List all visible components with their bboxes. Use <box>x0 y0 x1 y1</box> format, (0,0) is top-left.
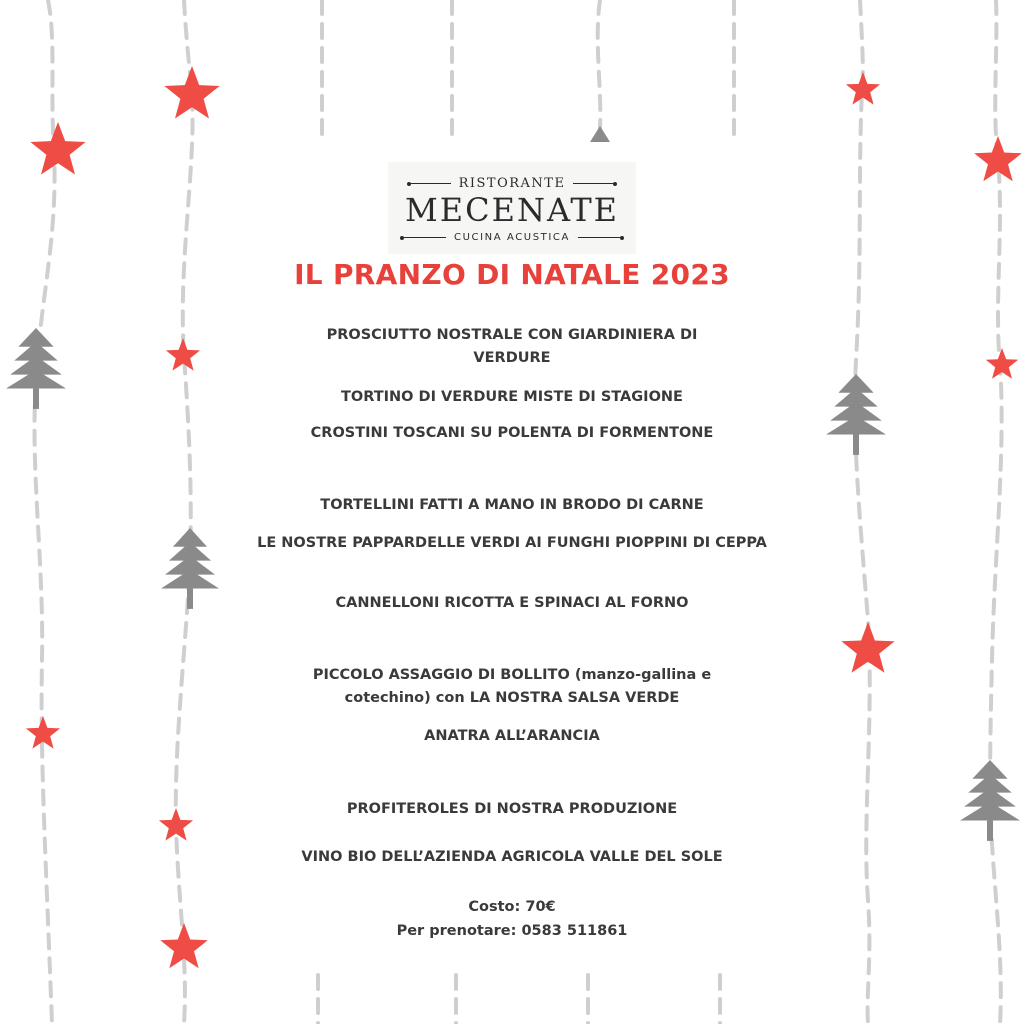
star-icon <box>30 122 85 175</box>
menu-item-vino: VINO BIO DELL’AZIENDA AGRICOLA VALLE DEL SOLE <box>301 849 723 865</box>
garland-string <box>855 0 870 1024</box>
booking-text: Per prenotare: 0583 511861 <box>396 923 628 939</box>
menu-item-secondo-2: ANATRA ALL’ARANCIA <box>424 728 600 744</box>
christmas-tree-icon <box>6 328 66 409</box>
christmas-tree-icon <box>161 528 219 609</box>
menu-item-antipasto-2: TORTINO DI VERDURE MISTE DI STAGIONE <box>341 389 683 405</box>
menu-item-primo-1: TORTELLINI FATTI A MANO IN BRODO DI CARNE <box>320 497 704 513</box>
christmas-tree-icon <box>960 760 1020 841</box>
menu-item-dolce: PROFITEROLES DI NOSTRA PRODUZIONE <box>346 801 678 817</box>
menu-item-antipasto-1: PROSCIUTTO NOSTRALE CON GIARDINIERA DI VERDURE <box>326 327 698 366</box>
garland-string <box>176 0 193 1024</box>
menu-list <box>250 0 774 1024</box>
price-text: Costo: 70€ <box>468 899 556 915</box>
christmas-tree-icon <box>826 374 886 455</box>
menu-item-primo-2: LE NOSTRE PAPPARDELLE VERDI AI FUNGHI PIOPPINI DI CEPPA <box>257 535 767 551</box>
menu-item-secondo-1: PICCOLO ASSAGGIO DI BOLLITO (manzo-gallina e cotechino) con LA NOSTRA SALSA VERDE <box>312 667 712 706</box>
menu-item-primo-3: CANNELLONI RICOTTA E SPINACI AL FORNO <box>335 595 689 611</box>
page-title: IL PRANZO DI NATALE 2023 <box>294 258 730 291</box>
star-icon <box>841 622 894 673</box>
logo-name: MECENATE <box>404 191 620 229</box>
logo-top-text: RISTORANTE <box>458 176 566 191</box>
star-icon <box>159 808 193 841</box>
menu-item-antipasto-3: CROSTINI TOSCANI SU POLENTA DI FORMENTONE <box>310 425 714 441</box>
logo-tagline: CUCINA ACUSTICA <box>454 232 570 243</box>
